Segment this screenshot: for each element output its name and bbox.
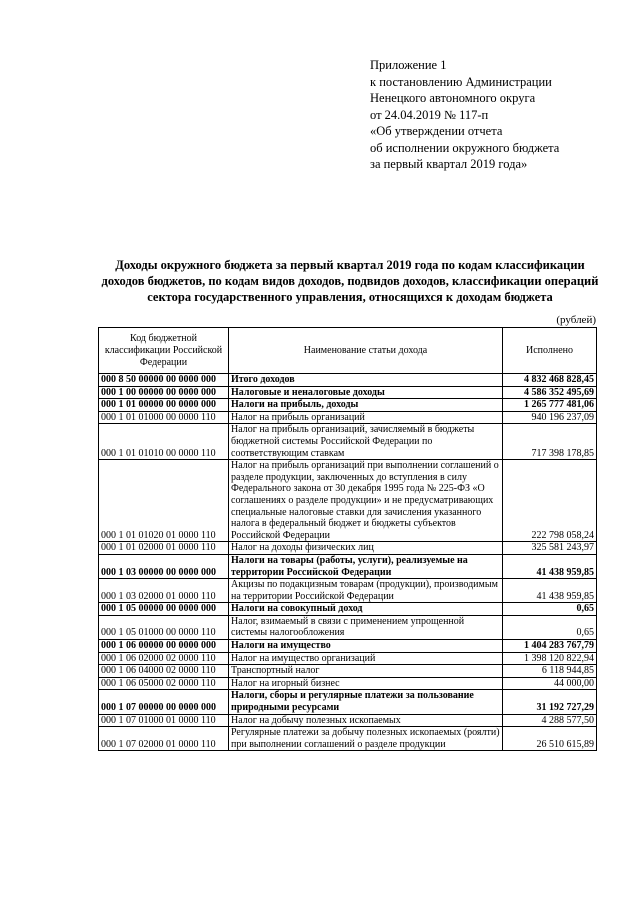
row-code: 000 1 05 01000 00 0000 110: [99, 615, 229, 639]
row-amount: 1 398 120 822,94: [503, 652, 597, 665]
row-name: Налоги на имущество: [229, 640, 503, 653]
row-amount: 1 404 283 767,79: [503, 640, 597, 653]
appendix-line: Приложение 1: [370, 58, 447, 72]
row-name: Регулярные платежи за добычу полезных ископаемых (роялти) при выполнении соглашений о разделе продукции: [229, 727, 503, 751]
row-amount: 4 832 468 828,45: [503, 374, 597, 387]
row-code: 000 1 06 04000 02 0000 110: [99, 665, 229, 678]
row-code: 000 1 06 00000 00 0000 000: [99, 640, 229, 653]
table-row: [99, 615, 597, 639]
row-code: 000 1 00 00000 00 0000 000: [99, 386, 229, 399]
table-row: [99, 542, 597, 555]
row-amount: 0,65: [503, 603, 597, 616]
table-row: [99, 665, 597, 678]
row-name: Налоги, сборы и регулярные платежи за пользование природными ресурсами: [229, 690, 503, 714]
header-name: Наименование статьи дохода: [229, 328, 503, 374]
row-name: Налог на прибыль организаций, зачисляемый в бюджеты бюджетной системы Российской Федерации по соответствующим ставкам: [229, 424, 503, 460]
row-code: 000 1 03 00000 00 0000 000: [99, 554, 229, 578]
document-title: [100, 257, 600, 305]
title-line: доходов бюджетов, по кодам видов доходов, подвидов доходов, классификации операций: [101, 274, 599, 288]
row-code: 000 1 01 01020 01 0000 110: [99, 460, 229, 542]
row-code: 000 1 03 02000 01 0000 110: [99, 579, 229, 603]
row-code: 000 1 01 00000 00 0000 000: [99, 399, 229, 412]
table-row: [99, 714, 597, 727]
row-name: Налоги на прибыль, доходы: [229, 399, 503, 412]
table-row: [99, 603, 597, 616]
row-name: Транспортный налог: [229, 665, 503, 678]
row-amount: 31 192 727,29: [503, 690, 597, 714]
row-code: 000 1 07 00000 00 0000 000: [99, 690, 229, 714]
row-name: Налог на добычу полезных ископаемых: [229, 714, 503, 727]
row-code: 000 8 50 00000 00 0000 000: [99, 374, 229, 387]
header-amount: Исполнено: [503, 328, 597, 374]
table-row: [99, 677, 597, 690]
appendix-line: об исполнении окружного бюджета: [370, 140, 560, 155]
row-code: 000 1 01 01000 00 0000 110: [99, 411, 229, 424]
row-code: 000 1 01 01010 00 0000 110: [99, 424, 229, 460]
row-code: 000 1 01 02000 01 0000 110: [99, 542, 229, 555]
row-amount: 4 586 352 495,69: [503, 386, 597, 399]
row-name: Налог на прибыль организаций: [229, 411, 503, 424]
appendix-line: за первый квартал 2019 года»: [370, 157, 528, 171]
table-row: [99, 386, 597, 399]
row-code: 000 1 05 00000 00 0000 000: [99, 603, 229, 616]
table-row: [99, 652, 597, 665]
row-name: Налоги на товары (работы, услуги), реализуемые на территории Российской Федерации: [229, 554, 503, 578]
appendix-block: [370, 57, 559, 173]
table-row: [99, 460, 597, 542]
row-amount: 26 510 615,89: [503, 727, 597, 751]
table-row: [99, 374, 597, 387]
appendix-line: к постановлению Администрации: [370, 74, 552, 89]
row-name: Налог на доходы физических лиц: [229, 542, 503, 555]
row-amount: 44 000,00: [503, 677, 597, 690]
row-name: Налоговые и неналоговые доходы: [229, 386, 503, 399]
row-name: Налоги на совокупный доход: [229, 603, 503, 616]
table-row: [99, 399, 597, 412]
row-name: Акцизы по подакцизным товарам (продукции), производимым на территории Российской Федерации: [229, 579, 503, 603]
table-row: [99, 690, 597, 714]
table-row: [99, 411, 597, 424]
table-row: [99, 640, 597, 653]
row-name: Итого доходов: [229, 374, 503, 387]
row-name: Налог на прибыль организаций при выполнении соглашений о разделе продукции, заключенных до вступления в силу Федерального закона от 30 декабря 1995 года № 225-ФЗ «О соглашениях о разделе продукции» и не предусматривающих специальные налоговые ставки для зачисления указанного налога в федеральный бюджет и бюджеты субъектов Российской Федерации: [229, 460, 503, 542]
row-amount: 41 438 959,85: [503, 579, 597, 603]
row-name: Налог, взимаемый в связи с применением упрощенной системы налогообложения: [229, 615, 503, 639]
appendix-line: от 24.04.2019 № 117-п: [370, 107, 489, 122]
table-row: [99, 424, 597, 460]
appendix-line: «Об утверждении отчета: [370, 124, 503, 138]
table-body: [99, 374, 597, 751]
row-amount: 0,65: [503, 615, 597, 639]
table-row: [99, 579, 597, 603]
row-amount: 940 196 237,09: [503, 411, 597, 424]
table-header-row: [99, 328, 597, 374]
header-code: Код бюджетной классификации Российской Федерации: [99, 328, 229, 374]
row-amount: 41 438 959,85: [503, 554, 597, 578]
table-row: [99, 554, 597, 578]
row-amount: 1 265 777 481,06: [503, 399, 597, 412]
title-line: Доходы окружного бюджета за первый квартал 2019 года по кодам классификации: [115, 258, 585, 272]
table-row: [99, 727, 597, 751]
revenue-table: [98, 327, 597, 751]
row-code: 000 1 06 02000 02 0000 110: [99, 652, 229, 665]
row-name: Налог на имущество организаций: [229, 652, 503, 665]
row-amount: 222 798 058,24: [503, 460, 597, 542]
row-name: Налог на игорный бизнес: [229, 677, 503, 690]
row-amount: 717 398 178,85: [503, 424, 597, 460]
units-label: (рублей): [556, 314, 596, 326]
row-amount: 325 581 243,97: [503, 542, 597, 555]
row-code: 000 1 07 01000 01 0000 110: [99, 714, 229, 727]
row-amount: 4 288 577,50: [503, 714, 597, 727]
title-line: сектора государственного управления, относящихся к доходам бюджета: [147, 290, 553, 304]
row-code: 000 1 07 02000 01 0000 110: [99, 727, 229, 751]
row-code: 000 1 06 05000 02 0000 110: [99, 677, 229, 690]
appendix-line: Ненецкого автономного округа: [370, 91, 536, 105]
row-amount: 6 118 944,85: [503, 665, 597, 678]
